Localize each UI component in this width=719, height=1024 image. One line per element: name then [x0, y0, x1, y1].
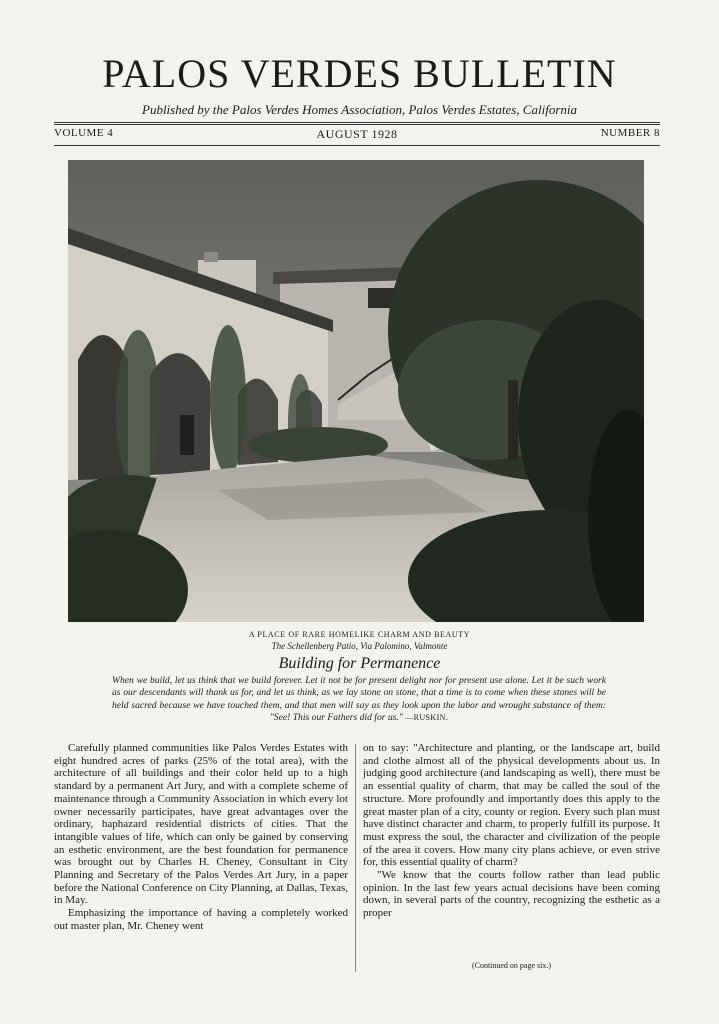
issue-date: AUGUST 1928 — [316, 127, 398, 141]
epigraph-text: When we build, let us think that we build forever. Let it not be for present delight nor for present use alone. Let it be such work as our descendants will thank us for, and let us think, as we lay stone on stone, that a time is to come when these stones will be held sacred because we have touched them, and that men will say as they look upon the labor and wrought substance of them: "See! This our Fathers did for us." — [112, 675, 606, 724]
issue-number: NUMBER 8 — [600, 127, 660, 139]
photo-caption-title: A PLACE OF RARE HOMELIKE CHARM AND BEAUTY — [248, 630, 471, 639]
left-paragraph-2: Emphasizing the importance of having a completely worked out master plan, Mr. Cheney went — [54, 907, 348, 932]
continued-note: (Continued on page six.) — [471, 961, 552, 970]
masthead-subtitle: Published by the Palos Verdes Homes Association, Palos Verdes Estates, California — [142, 102, 577, 117]
photo-caption-subtitle: The Schellenberg Patio, Via Palomino, Valmonte — [271, 641, 448, 651]
article-column-right — [363, 742, 660, 920]
issue-bar — [54, 126, 660, 142]
top-rule — [54, 122, 660, 123]
top-rule-double — [54, 124, 660, 125]
bottom-rule — [54, 145, 660, 146]
right-paragraph-1: on to say: "Architecture and planting, or the landscape art, build and clothe almost all of the physical developments about us. In judging good architecture (and landscaping as well), there must be an essential quality of charm, that may be called the soul of the structure. More profoundly and importantly does this apply to the great master plan of a city, county or region. Every such plan must have distinct character and charm, to properly fulfill its purpose. It must express the soul, the character and civilization of the people of the area it covers. How many city plans achieve, or even strive for, this essential quality of charm? — [363, 742, 660, 869]
article-column-left — [54, 742, 348, 933]
epigraph-author: —RUSKIN. — [405, 713, 449, 723]
article-epigraph — [112, 675, 606, 725]
issue-volume: VOLUME 4 — [54, 127, 114, 139]
left-paragraph-1: Carefully planned communities like Palos Verdes Estates with eight hundred acres of parks (25% of the total area), with the architecture of all buildings and their color held up to a high standard by a permanent Art Jury, and with a complete scheme of maintenance through a Community Association in which every lot owner necessarily participates, have great advantages over the ordinary, haphazard residential districts of cities. That the intangible values of life, which can only be gained by conserving an esthetic environment, are the best foundation for permanence was brought out by Charles H. Cheney, Consultant in City Planning and Secretary of the Palos Verdes Art Jury, in a paper before the National Conference on City Planning, at Dallas, Texas, in May. — [54, 742, 348, 907]
patio-photograph — [68, 160, 644, 622]
patio-photo-illustration — [68, 160, 644, 622]
article-heading: Building for Permanence — [278, 655, 441, 672]
right-paragraph-2: "We know that the courts follow rather than lead public opinion. In the last few years actual decisions have been coming down, in several parts of the country, recognizing the esthetic as a proper — [363, 869, 660, 920]
masthead-title: PALOS VERDES BULLETIN — [102, 51, 617, 96]
column-divider — [355, 744, 356, 972]
